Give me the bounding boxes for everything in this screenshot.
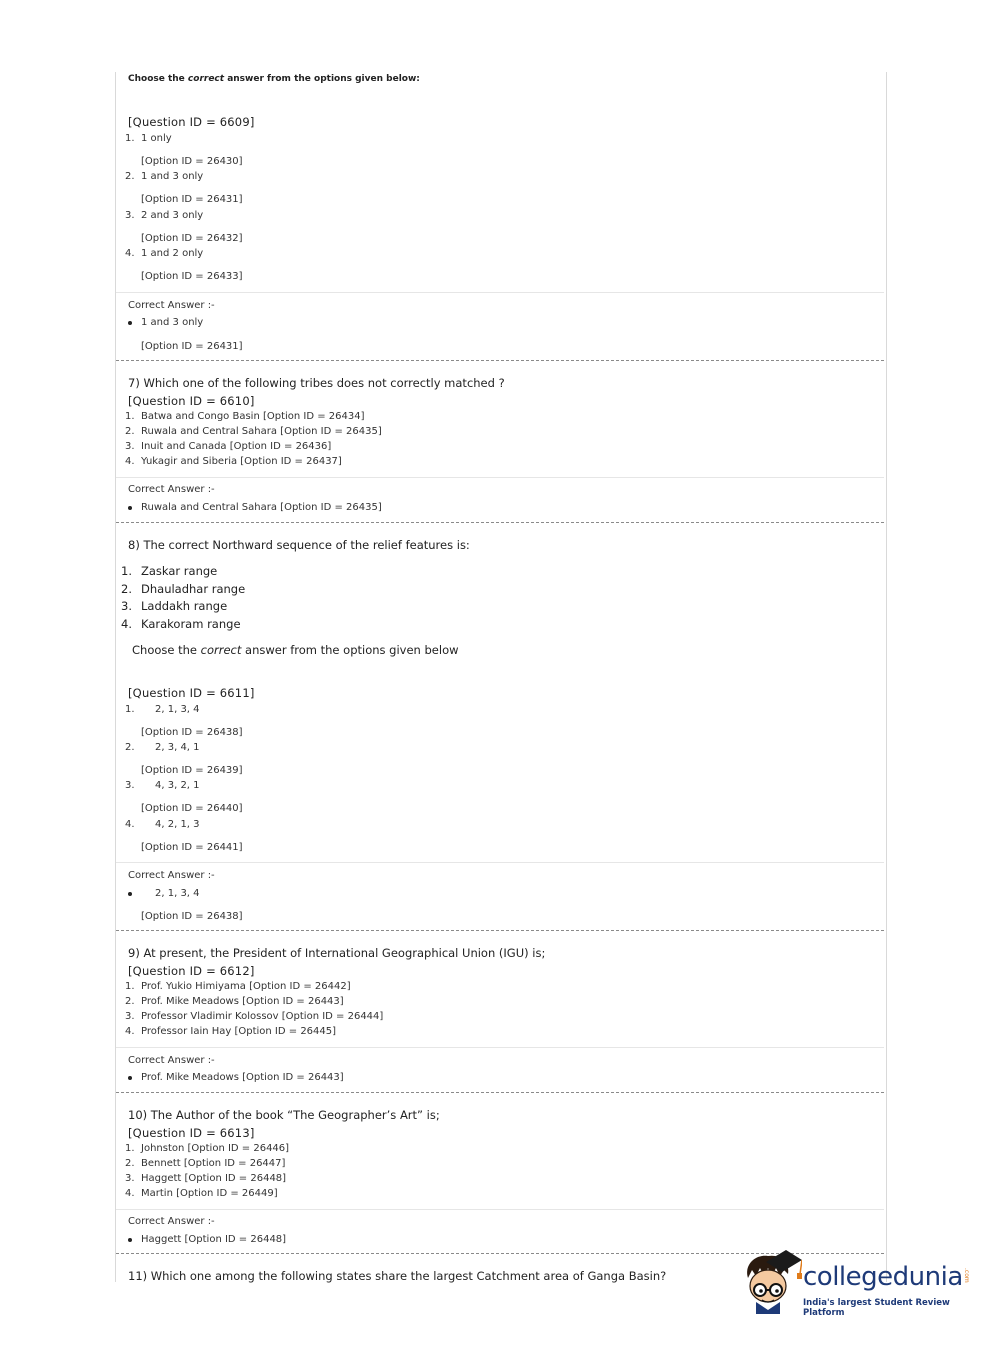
- correct-answer-option-id: [Option ID = 26438]: [141, 911, 243, 922]
- brand-tagline: India's largest Student Review Platform: [803, 1298, 950, 1318]
- option-text: Prof. Mike Meadows [Option ID = 26443]: [141, 996, 344, 1007]
- option-text: Batwa and Congo Basin [Option ID = 26434]: [141, 411, 365, 422]
- correct-answer-text: Haggett [Option ID = 26448]: [141, 1234, 287, 1245]
- intro-instruction: Choose the correct answer from the options given below:: [128, 74, 420, 84]
- option-id: [Option ID = 26430]: [141, 156, 243, 167]
- option-number: 3.: [125, 210, 135, 221]
- list-item: Laddakh range: [141, 599, 228, 613]
- option-number: 2.: [125, 742, 135, 753]
- question-id: [Question ID = 6611]: [128, 686, 255, 700]
- option-text: Ruwala and Central Sahara [Option ID = 26435]: [141, 426, 382, 437]
- option-number: 3.: [125, 1173, 135, 1184]
- option-text: Yukagir and Siberia [Option ID = 26437]: [141, 456, 342, 467]
- divider: [116, 477, 884, 478]
- divider: [116, 1047, 884, 1048]
- collegedunia-logo: [740, 1248, 980, 1320]
- option-number: 3.: [125, 780, 135, 791]
- option-text: 1 only: [141, 133, 172, 144]
- option-text: Johnston [Option ID = 26446]: [141, 1143, 290, 1154]
- brand-dotcom: .com: [963, 1268, 970, 1283]
- bullet-icon: [128, 506, 132, 510]
- mascot-icon: [740, 1248, 802, 1318]
- option-text: Martin [Option ID = 26449]: [141, 1188, 278, 1199]
- correct-answer-label: Correct Answer :-: [128, 300, 215, 311]
- option-number: 4.: [125, 819, 135, 830]
- option-number: 1.: [125, 1143, 135, 1154]
- question-separator: [116, 930, 884, 931]
- question-id: [Question ID = 6613]: [128, 1126, 255, 1140]
- correct-answer-text: Ruwala and Central Sahara [Option ID = 26435]: [141, 502, 382, 513]
- option-number: 1.: [125, 981, 135, 992]
- correct-answer-option-id: [Option ID = 26431]: [141, 341, 243, 352]
- bullet-icon: [128, 1238, 132, 1242]
- option-id: [Option ID = 26439]: [141, 765, 243, 776]
- option-number: 2.: [125, 996, 135, 1007]
- option-number: 1.: [125, 411, 135, 422]
- option-number: 4.: [125, 456, 135, 467]
- option-text: 4, 2, 1, 3: [155, 819, 200, 830]
- option-id: [Option ID = 26441]: [141, 842, 243, 853]
- option-text: Inuit and Canada [Option ID = 26436]: [141, 441, 332, 452]
- question-title: 9) At present, the President of International Geographical Union (IGU) is;: [128, 946, 546, 960]
- option-id: [Option ID = 26433]: [141, 271, 243, 282]
- correct-answer-label: Correct Answer :-: [128, 1216, 215, 1227]
- option-id: [Option ID = 26432]: [141, 233, 243, 244]
- option-text: Bennett [Option ID = 26447]: [141, 1158, 286, 1169]
- option-number: 2.: [125, 426, 135, 437]
- option-text: Professor Iain Hay [Option ID = 26445]: [141, 1026, 337, 1037]
- option-number: 1.: [125, 704, 135, 715]
- question-title: 10) The Author of the book “The Geographer’s Art” is;: [128, 1108, 440, 1122]
- option-number: 3.: [125, 441, 135, 452]
- list-number: 1.: [121, 564, 132, 578]
- option-number: 4.: [125, 1026, 135, 1037]
- bullet-icon: [128, 892, 132, 896]
- list-number: 2.: [121, 582, 132, 596]
- option-text: Prof. Yukio Himiyama [Option ID = 26442]: [141, 981, 351, 992]
- question-title: 7) Which one of the following tribes does not correctly matched ?: [128, 376, 505, 390]
- option-text: 2 and 3 only: [141, 210, 204, 221]
- choose-instruction: Choose the correct answer from the options given below: [132, 643, 459, 657]
- correct-answer-text: 1 and 3 only: [141, 317, 204, 328]
- option-number: 4.: [125, 1188, 135, 1199]
- option-id: [Option ID = 26431]: [141, 194, 243, 205]
- option-number: 4.: [125, 248, 135, 259]
- correct-answer-label: Correct Answer :-: [128, 1055, 215, 1066]
- option-text: 2, 1, 3, 4: [155, 704, 200, 715]
- option-id: [Option ID = 26440]: [141, 803, 243, 814]
- question-separator: [116, 1092, 884, 1093]
- correct-answer-text: 2, 1, 3, 4: [155, 888, 200, 899]
- list-item: Zaskar range: [141, 564, 218, 578]
- question-id: [Question ID = 6609]: [128, 115, 255, 129]
- correct-answer-label: Correct Answer :-: [128, 484, 215, 495]
- page-frame: [115, 72, 887, 1282]
- divider: [116, 292, 884, 293]
- option-text: 2, 3, 4, 1: [155, 742, 200, 753]
- list-number: 3.: [121, 599, 132, 613]
- question-title: 8) The correct Northward sequence of the relief features is:: [128, 538, 470, 552]
- bullet-icon: [128, 1076, 132, 1080]
- option-number: 2.: [125, 1158, 135, 1169]
- divider: [116, 1209, 884, 1210]
- bullet-icon: [128, 321, 132, 325]
- list-number: 4.: [121, 617, 132, 631]
- option-number: 3.: [125, 1011, 135, 1022]
- divider: [116, 862, 884, 863]
- correct-answer-text: Prof. Mike Meadows [Option ID = 26443]: [141, 1072, 344, 1083]
- list-item: Karakoram range: [141, 617, 241, 631]
- question-id: [Question ID = 6612]: [128, 964, 255, 978]
- option-id: [Option ID = 26438]: [141, 727, 243, 738]
- option-number: 2.: [125, 171, 135, 182]
- list-item: Dhauladhar range: [141, 582, 246, 596]
- brand-name: collegedunia: [803, 1262, 963, 1292]
- option-text: 4, 3, 2, 1: [155, 780, 200, 791]
- option-text: Haggett [Option ID = 26448]: [141, 1173, 287, 1184]
- question-separator: [116, 360, 884, 361]
- option-text: Professor Vladimir Kolossov [Option ID = 26444]: [141, 1011, 384, 1022]
- option-text: 1 and 2 only: [141, 248, 204, 259]
- correct-answer-label: Correct Answer :-: [128, 870, 215, 881]
- option-number: 1.: [125, 133, 135, 144]
- question-separator: [116, 522, 884, 523]
- question-id: [Question ID = 6610]: [128, 394, 255, 408]
- question-title: 11) Which one among the following states share the largest Catchment area of Ganga Basin?: [128, 1269, 667, 1283]
- option-text: 1 and 3 only: [141, 171, 204, 182]
